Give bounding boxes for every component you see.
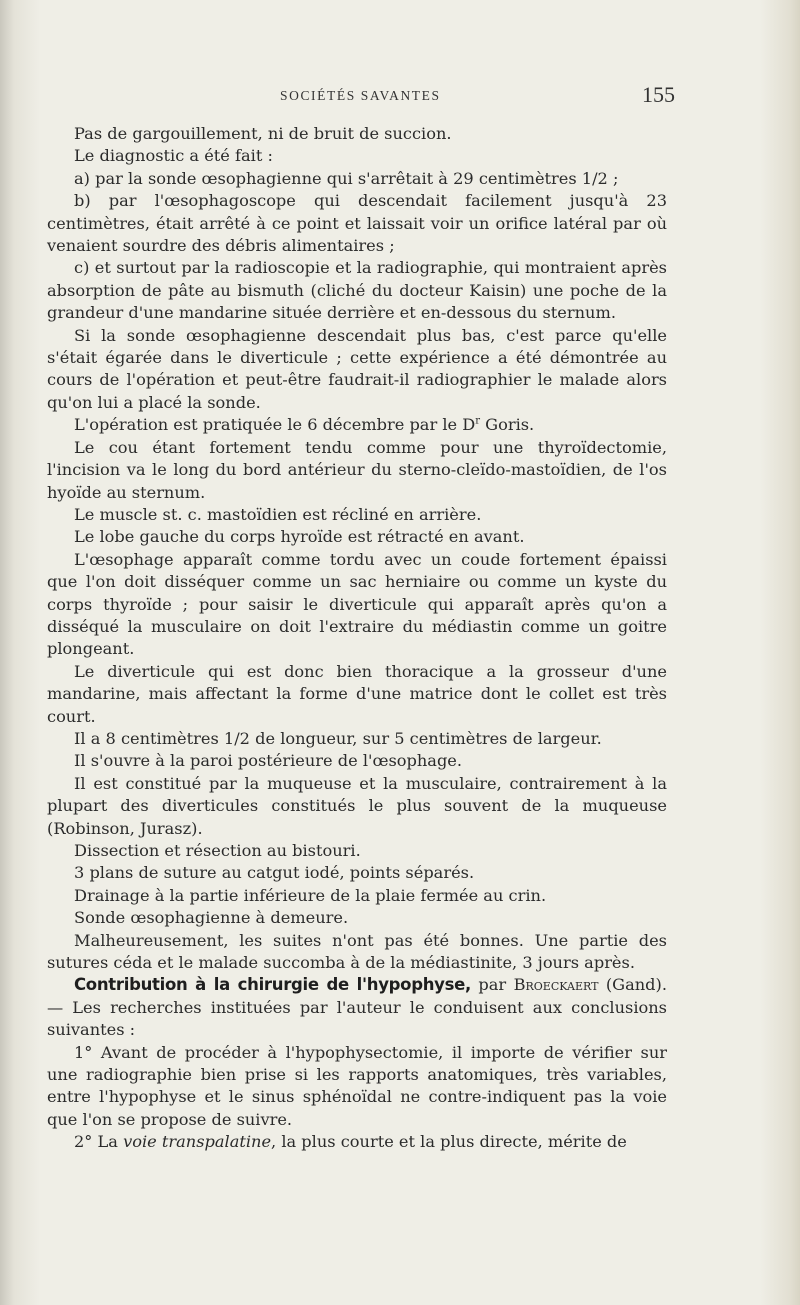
text-run: — Les recherches instituées par l'auteur le conduisent aux conclusions suivantes : bbox=[47, 997, 667, 1040]
page-number: 155 bbox=[642, 82, 675, 107]
running-title: SOCIÉTÉS SAVANTES bbox=[280, 88, 441, 103]
paragraph: 1° Avant de procéder à l'hypophysectomie, il importe de vérifier sur une radiographie bien prise si les rapports anatomiques, très variables, entre l'hypophyse et le sinus sphénoïdal ne contre-indiquent pas la voie que l'on se propose de suivre. bbox=[47, 1042, 667, 1129]
text-run: L'opération est pratiquée le 6 décembre par le D bbox=[74, 415, 476, 435]
paragraph: 3 plans de suture au catgut iodé, points séparés. bbox=[74, 863, 475, 883]
text-run: par bbox=[471, 975, 514, 995]
paragraph: Le cou étant fortement tendu comme pour une thyroïdectomie, l'incision va le long du bord antérieur du sterno-cleïdo-mastoïdien, de l'os hyoïde au sternum. bbox=[47, 437, 667, 502]
section-title: Contribution à la chirurgie de l'hypophyse, bbox=[74, 975, 471, 995]
body-text bbox=[47, 123, 667, 1154]
paragraph: Il est constitué par la muqueuse et la musculaire, contrairement à la plupart des diverticules constitués le plus souvent de la muqueuse (Robinson, Jurasz). bbox=[47, 773, 667, 838]
section-paragraph bbox=[47, 974, 667, 1041]
paragraph: c) et surtout par la radioscopie et la radiographie, qui montraient après absorption de pâte au bismuth (cliché du docteur Kaisin) une poche de la grandeur d'une mandarine située derrière et en-dessous du sternum. bbox=[47, 258, 667, 323]
paragraph: Malheureusement, les suites n'ont pas été bonnes. Une partie des sutures céda et le malade succomba à de la médiastinite, 3 jours après. bbox=[47, 930, 667, 973]
page-header bbox=[0, 82, 800, 112]
text-run: Goris. bbox=[480, 415, 535, 435]
superscript: r bbox=[475, 415, 481, 427]
paragraph: Le lobe gauche du corps hyroïde est rétracté en avant. bbox=[74, 527, 525, 547]
paragraph bbox=[47, 414, 667, 436]
paragraph: Il a 8 centimètres 1/2 de longueur, sur 5 centimètres de largeur. bbox=[74, 728, 602, 748]
italic-term: voie transpalatine bbox=[123, 1132, 272, 1152]
paragraph: Le diverticule qui est donc bien thoracique a la grosseur d'une mandarine, mais affectant la forme d'une matrice dont le collet est très court. bbox=[47, 661, 667, 726]
paragraph: a) par la sonde œsophagienne qui s'arrêtait à 29 centimètres 1/2 ; bbox=[74, 168, 619, 188]
text-run: 2° La bbox=[74, 1132, 124, 1152]
paragraph: Dissection et résection au bistouri. bbox=[74, 841, 361, 860]
paragraph: Le diagnostic a été fait : bbox=[74, 146, 273, 166]
paragraph: b) par l'œsophagoscope qui descendait facilement jusqu'à 23 centimètres, était arrêté à ce point et laissait voir un orifice latéral par où venaient sourdre des débris alimentaires ; bbox=[47, 191, 667, 256]
text-run: , la plus courte et la plus directe, mérite de bbox=[271, 1132, 627, 1152]
paragraph: Il s'ouvre à la paroi postérieure de l'œsophage. bbox=[74, 751, 463, 771]
text-run: (Gand). bbox=[598, 975, 667, 995]
paragraph bbox=[47, 1131, 667, 1153]
paragraph: Sonde œsophagienne à demeure. bbox=[74, 908, 349, 928]
paragraph: Drainage à la partie inférieure de la plaie fermée au crin. bbox=[74, 885, 547, 905]
paragraph: Le muscle st. c. mastoïdien est récliné en arrière. bbox=[74, 504, 482, 524]
paragraph: Si la sonde œsophagienne descendait plus bas, c'est parce qu'elle s'était égarée dans le diverticule ; cette expérience a été démontrée au cours de l'opération et peut-être faudrait-il radiographier le malade alors qu'on lui a placé la sonde. bbox=[47, 325, 667, 412]
author-name: Broeckaert bbox=[513, 975, 599, 995]
paragraph: L'œsophage apparaît comme tordu avec un coude fortement épaissi que l'on doit disséquer comme un sac herniaire ou comme un kyste du corps thyroïde ; pour saisir le diverticule qui apparaît après qu'on a disséqué la musculaire on doit l'extraire du médiastin comme un goitre plongeant. bbox=[47, 549, 667, 659]
paragraph: Pas de gargouillement, ni de bruit de succion. bbox=[74, 124, 452, 143]
